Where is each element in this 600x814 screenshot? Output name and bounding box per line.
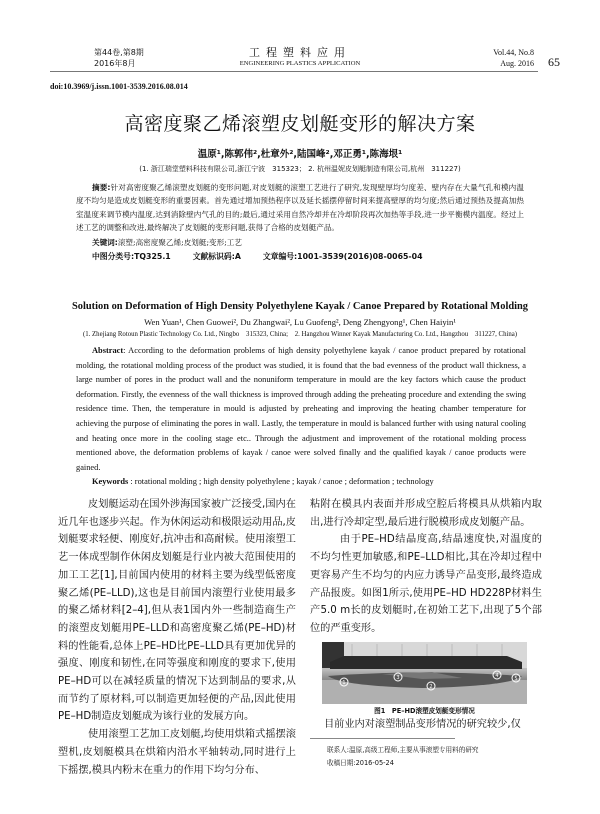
volume-en: Vol.44, No.8 (493, 48, 534, 57)
chinese-abstract-block (76, 181, 524, 263)
journal-name-en: ENGINEERING PLASTICS APPLICATION (239, 60, 361, 67)
affiliations-cn: (1. 浙江瑞堂塑料科技有限公司,浙江宁波 315323； 2. 杭州温妮皮划艇制造有限公司,杭州 311227) (139, 165, 461, 173)
keywords-cn (92, 237, 524, 249)
footnote-rule (310, 738, 455, 739)
deformation-marker-4: 4 (495, 673, 499, 679)
body-paragraph-after-figure: 目前业内对滚塑制品变形情况的研究较少,仅 (324, 719, 521, 730)
abstract-en-text: : According to the deformation problems of high density polyethylene kayak / canoe product prepared by rotational molding, the rotational molding process of the product was studied, it is found that the bad evenness of the product wall thickness, a large number of pores in the product wall and the nonuniform temperature in mould are the key factors which cause the product deformation. Firstly, the evenness of the wall thickness is improved through adding the preheating procedure and extending the swing residence time. Then, the temperature in mould is adjusted by preheating and improving the heating chamber temperature for achieving the purpose of eliminating the pores in wall. Lastly, the temperature in mould is balanced further with using natural cooling and heating once more in the cooling stage etc.. Through the adjustment and improvement of the rotational molding process mentioned above, the deformation problems of kayak / canoe were solved finally and the qualified kayak / canoe products were gained. (76, 346, 526, 472)
date-cn: 2016年8月 (94, 59, 136, 68)
footnote-contact: 联系人:温原,高级工程师,主要从事滚塑专用料的研究 (327, 746, 479, 754)
keywords-en-label: Keywords (92, 477, 129, 487)
abstract-cn (76, 181, 524, 235)
abstract-cn-text: 针对高密度聚乙烯滚塑皮划艇的变形问题,对皮划艇的滚塑工艺进行了研究,发现壁厚均匀度差、壁内存在大量气孔和模内温度不均匀是造成皮划艇变形的重要因素。首先通过增加预热程序以及延长摇摆停留时间来提高壁厚的均匀度;然后通过预热及提高加热室温度来调节模内温度,达到消除壁内气孔的目的;最后,通过采用自然冷却并在冷却阶段再次加热等手段,进一步平衡模内温度。经过上述工艺的调整和改进,最终解决了皮划艇的变形问题,获得了合格的皮划艇产品。 (76, 183, 524, 233)
deformation-marker-2: 2 (429, 684, 433, 690)
abstract-cn-label: 摘要: (92, 183, 111, 192)
kayak-photo-illustration (322, 642, 527, 704)
abstract-en-label: Abstract (92, 346, 124, 355)
body-left-column (58, 496, 296, 779)
article-number: 文章编号:1001-3539(2016)08-0065-04 (262, 251, 423, 261)
title-en: Solution on Deformation of High Density Polyethylene Kayak / Canoe Prepared by Rotational Molding (72, 301, 528, 312)
header-rule (50, 71, 538, 72)
date-en: Aug. 2016 (500, 59, 534, 68)
footnote (327, 744, 478, 770)
authors-cn: 温原¹,陈郭伟²,杜章外²,陆国峰²,邓正勇¹,陈海垠¹ (197, 149, 403, 160)
body-paragraph: 粘附在模具内表面并形成空腔后将模具从烘箱内取出,进行冷却定型,最后进行脱模形成皮划艇产品。 (310, 499, 542, 528)
volume-cn: 第44卷,第8期 (94, 48, 144, 57)
figure-caption: 图1 PE–HD滚塑皮划艇变形情况 (374, 707, 475, 715)
header-left (94, 47, 144, 69)
figure-1-kayak-photo (322, 642, 527, 704)
body-paragraph: 皮划艇运动在国外涉海国家被广泛接受,国内在近几年也逐步兴起。作为休闲运动和极限运动用品,皮划艇要求轻便、刚度好,抗冲击和高耐候。使用滚塑工艺一体成型制作休闲皮划艇是行业内被大范围使用的加工工艺[1],目前国内使用的材料主要为线型低密度聚乙烯(PE–LLD),这也是目前国内滚塑行业使用最多的聚乙烯材料[2–4],但从表1国内外一些制造商生产的滚塑皮划艇用PE–LLD和高密度聚乙烯(PE–HD)材料的性能看,总体上PE–HD比PE–LLD具有更加优异的强度、刚度和韧性,在同等强度和刚度的要求下,使用PE–HD可以在减轻质量的情况下达到制品的要求,从而节约了原材料,可以制造更加轻便的产品,因此使用PE–HD制造皮划艇成为该行业的发展方向。 (58, 499, 296, 723)
clc-number: 中图分类号:TQ325.1 (92, 251, 171, 261)
body-paragraph: 由于PE–HD结晶度高,结晶速度快,对温度的不均匀性更加敏感,和PE–LLD相比,其在冷却过程中更容易产生不均匀的内应力诱导产品变形,最终造成产品报废。如图1所示,使用PE–HD HD228P材料生产5.0 m长的皮划艇时,在初始工艺下,出现了5个部位的严重变形。 (310, 534, 542, 634)
doi[interactable]: doi:10.3969/j.issn.1001-3539.2016.08.014 (50, 82, 188, 91)
affiliations-en: (1. Zhejiang Rotoun Plastic Technology Co. Ltd., Ningbo 315323, China; 2. Hangzhou Winner Kayak Manufacturing Co. Ltd., Hangzhou 311227, China) (82, 331, 518, 338)
title-cn: 高密度聚乙烯滚塑皮划艇变形的解决方案 (124, 113, 476, 135)
doc-code: 文献标识码:A (192, 251, 241, 261)
keywords-cn-label: 关键词: (92, 237, 118, 247)
deformation-marker-1: 1 (342, 680, 346, 686)
classification (92, 251, 524, 263)
keywords-en-text: : rotational molding ; high density polyethylene ; kayak / canoe ; deformation ; technology (130, 477, 434, 487)
keywords-cn-text: 滚塑;高密度聚乙烯;皮划艇;变形;工艺 (117, 237, 242, 247)
body-paragraph: 使用滚塑工艺加工皮划艇,均使用烘箱式摇摆滚塑机,皮划艇模具在烘箱内沿水平轴转动,同时进行上下摇摆,模具内粉末在重力的作用下均匀分布、 (58, 729, 296, 776)
body-right-column (310, 496, 542, 638)
journal-name-cn: 工程塑料应用 (249, 46, 351, 59)
abstract-en (76, 344, 526, 475)
keywords-en (92, 476, 560, 488)
authors-en: Wen Yuan¹, Chen Guowei², Du Zhangwai², Lu Guofeng², Deng Zhengyong¹, Chen Haiyin¹ (144, 317, 456, 327)
deformation-marker-5: 5 (514, 676, 518, 682)
footnote-received-date: 收稿日期:2016-05-24 (327, 759, 394, 767)
page-number: 65 (548, 55, 560, 69)
deformation-marker-3: 3 (396, 675, 400, 681)
header-center (220, 46, 380, 68)
english-abstract-block (40, 300, 560, 488)
header-right (462, 47, 534, 69)
